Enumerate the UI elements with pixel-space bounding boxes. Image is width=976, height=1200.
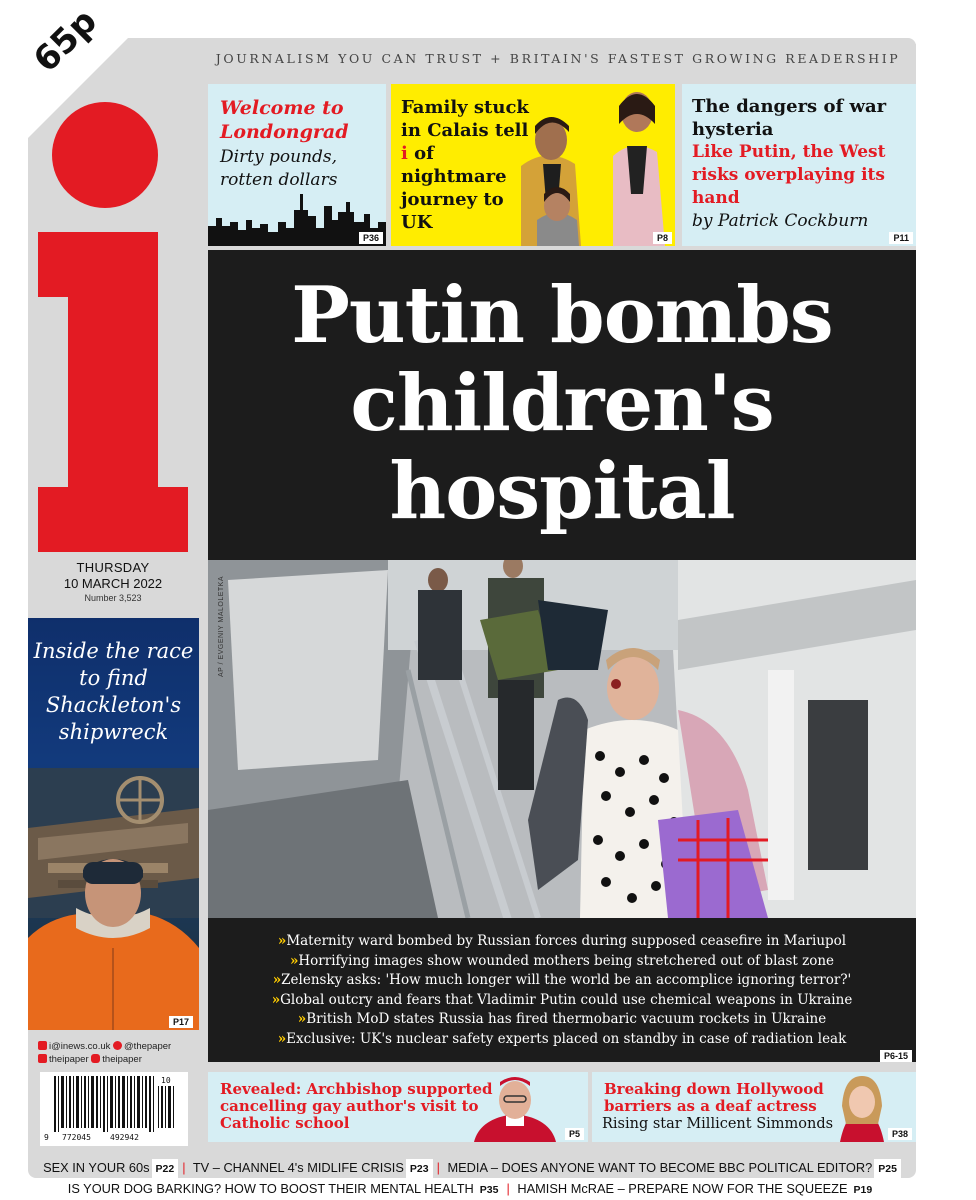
barcode-left-digit: 9 [44,1133,49,1142]
bullet-text: Global outcry and fears that Vladimir Putin could use chemical weapons in Ukraine [280,991,853,1008]
bullet-text: Zelensky asks: 'How much longer will the world be an accomplice ignoring terror?' [281,972,852,988]
teaser-hollywood-sub: Rising star Millicent Simmonds [602,1116,834,1132]
bullet-item[interactable] [208,1010,916,1030]
teaser-archbishop[interactable] [208,1072,588,1142]
main-headline[interactable]: Putin bombs children's hospital [291,270,833,537]
family-photo [517,84,675,246]
teaser-hollywood-page: P38 [888,1128,912,1140]
twitter-handle[interactable]: @thepaper [124,1041,172,1052]
photo-credit: AP / EVGENIY MALOLETKA [218,576,225,677]
footer-separator: | [436,1160,440,1175]
footer-line-1 [28,1158,916,1179]
barcode-bars [40,1072,188,1146]
footer-teasers [28,1158,916,1200]
teaser-war-sub: Like Putin, the West risks overplaying its hand [692,142,886,208]
teaser-londongrad-page: P36 [359,232,383,244]
teaser-calais-family[interactable] [391,84,675,246]
teaser-londongrad-headline: Welcome to Londongrad [220,97,349,143]
issue-number: Number 3,523 [84,593,142,603]
footer-line-2 [28,1179,916,1200]
footer-item-page: P25 [874,1159,901,1179]
bullet-text: Maternity ward bombed by Russian forces during supposed ceasefire in Mariupol [286,933,847,949]
bullet-text: Horrifying images show wounded mothers being stretchered out of blast zone [298,952,835,969]
barcode-issue-code: 10 [161,1076,171,1085]
teaser-archbishop-page: P5 [565,1128,584,1140]
teaser-millicent-simmonds[interactable] [592,1072,916,1142]
explorer-portrait [28,848,199,1030]
teaser-calais-headline-post: of nightmare journey to UK [401,143,507,233]
strapline: JOURNALISM YOU CAN TRUST + BRITAIN'S FASTEST GROWING READERSHIP [200,44,916,72]
teaser-war-page: P11 [889,232,913,244]
email-address[interactable]: i@inews.co.uk [49,1041,111,1052]
issue-day: THURSDAY [76,560,150,575]
bullet-item[interactable] [208,932,916,952]
footer-item-text: IS YOUR DOG BARKING? HOW TO BOOST THEIR MENTAL HEALTH [67,1181,474,1196]
social-contacts [38,1040,198,1066]
email-icon [38,1041,47,1050]
footer-item-page: P23 [406,1159,433,1179]
footer-item[interactable] [517,1181,876,1196]
twitter-icon [113,1041,122,1050]
bullet-text: Exclusive: UK's nuclear safety experts placed on standby in case of radiation leak [286,1030,847,1047]
teaser-war-hysteria[interactable] [682,84,916,246]
footer-item-text: HAMISH McRAE – PREPARE NOW FOR THE SQUEEZE [517,1181,848,1196]
side-promo-page: P17 [169,1016,193,1028]
bullet-item[interactable] [208,1030,916,1050]
hospital-photo [208,560,916,918]
actress-photo [832,1072,892,1142]
issue-date: 10 MARCH 2022 [63,576,163,591]
teaser-londongrad-sub: Dirty pounds, rotten dollars [220,147,338,190]
logo-dot [52,102,158,208]
footer-separator: | [506,1181,510,1196]
footer-item-page: P35 [476,1180,503,1200]
logo-i-stem [38,232,188,552]
side-promo-title: Inside the race to find Shackleton's shipwreck [33,639,194,744]
teaser-archbishop-headline: Revealed: Archbishop supported cancelling gay author's visit to Catholic school [220,1080,493,1132]
main-photo [208,560,916,918]
instagram-icon [91,1054,100,1063]
footer-item[interactable] [43,1160,178,1175]
teaser-calais-headline-pre: Family stuck in Calais tell [401,97,529,141]
footer-separator: | [182,1160,186,1175]
chevron-right-icon: » [277,933,287,949]
main-story-page: P6-15 [880,1050,912,1062]
chevron-right-icon: » [297,1011,307,1027]
footer-item-page: P22 [152,1159,179,1179]
chevron-right-icon: » [271,991,281,1008]
footer-item-text: TV – CHANNEL 4's MIDLIFE CRISIS [192,1160,404,1175]
side-promo-shackleton[interactable] [28,618,199,1030]
teaser-war-byline: by Patrick Cockburn [692,211,869,231]
main-bullets [208,932,916,1049]
footer-item[interactable] [68,1181,503,1196]
bullet-text: British MoD states Russia has fired thermobaric vacuum rockets in Ukraine [306,1011,827,1027]
instagram-handle[interactable]: theipaper [102,1054,142,1065]
barcode [40,1072,188,1146]
footer-item[interactable] [193,1160,433,1175]
teaser-calais-page: P8 [653,232,672,244]
footer-item-text: SEX IN YOUR 60s [43,1160,150,1175]
teaser-londongrad[interactable] [208,84,386,246]
chevron-right-icon: » [272,972,282,988]
barcode-group-2: 492942 [110,1133,139,1142]
footer-item-text: MEDIA – DOES ANYONE WANT TO BECOME BBC POLITICAL EDITOR? [447,1160,873,1175]
barcode-group-1: 772045 [62,1133,91,1142]
footer-item-page: P19 [850,1180,877,1200]
chevron-right-icon: » [277,1030,287,1047]
bullet-item[interactable] [208,952,916,972]
bullet-item[interactable] [208,991,916,1011]
teaser-hollywood-headline: Breaking down Hollywood barriers as a deaf actress [604,1080,824,1115]
main-headline-box [208,250,916,560]
teaser-calais-headline-i: i [401,143,408,164]
main-bullets-box [208,918,916,1062]
facebook-handle[interactable]: theipaper [49,1054,89,1065]
cover-price: 65p [26,1,105,81]
teaser-war-headline: The dangers of war hysteria [692,96,887,140]
facebook-icon [38,1054,47,1063]
footer-item[interactable] [447,1160,900,1175]
bullet-item[interactable] [208,971,916,991]
archbishop-photo [470,1072,560,1142]
top-teasers [208,84,916,246]
chevron-right-icon: » [289,952,299,969]
dateline [30,560,196,603]
